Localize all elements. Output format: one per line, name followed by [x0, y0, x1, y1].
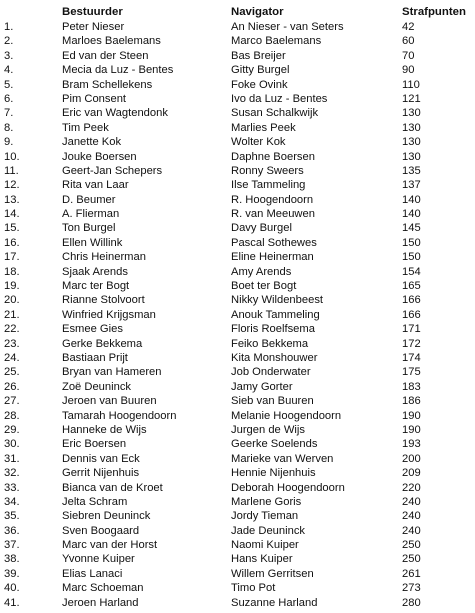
- navigator-cell: Davy Burgel: [231, 222, 292, 235]
- navigator-cell: Pascal Sothewes: [231, 236, 317, 249]
- navigator-cell: Marco Baelemans: [231, 35, 322, 48]
- rank-cell: 22.: [4, 323, 20, 336]
- rank-cell: 36.: [4, 524, 20, 537]
- rank-cell: 17.: [4, 251, 20, 264]
- table-row: [0, 34, 475, 48]
- driver-cell: Chris Heinerman: [62, 251, 146, 264]
- penalty-points-cell: 240: [402, 524, 421, 537]
- navigator-cell: Timo Pot: [231, 582, 276, 595]
- table-body: [0, 20, 475, 610]
- table-row: [0, 380, 475, 394]
- navigator-cell: Foke Ovink: [231, 78, 288, 91]
- rank-cell: 21.: [4, 308, 20, 321]
- driver-cell: Mecia da Luz - Bentes: [62, 64, 174, 77]
- rank-cell: 29.: [4, 423, 20, 436]
- penalty-points-cell: 240: [402, 510, 421, 523]
- navigator-cell: Naomi Kuiper: [231, 539, 299, 552]
- table-row: [0, 466, 475, 480]
- driver-cell: Rita van Laar: [62, 179, 129, 192]
- driver-cell: Yvonne Kuiper: [62, 553, 135, 566]
- rank-cell: 37.: [4, 539, 20, 552]
- navigator-cell: Amy Arends: [231, 265, 292, 278]
- table-row: [0, 365, 475, 379]
- table-row: [0, 308, 475, 322]
- rank-cell: 3.: [4, 49, 14, 62]
- driver-cell: Rianne Stolvoort: [62, 294, 145, 307]
- penalty-points-cell: 220: [402, 481, 421, 494]
- driver-cell: Dennis van Eck: [62, 452, 140, 465]
- penalty-points-cell: 250: [402, 539, 421, 552]
- rank-cell: 27.: [4, 395, 20, 408]
- table-row: [0, 164, 475, 178]
- navigator-cell: R. Hoogendoorn: [231, 193, 314, 206]
- driver-cell: Eric Boersen: [62, 438, 127, 451]
- table-row: [0, 581, 475, 595]
- navigator-cell: Marieke van Werven: [231, 452, 334, 465]
- penalty-points-cell: 200: [402, 452, 421, 465]
- navigator-cell: Ilse Tammeling: [231, 179, 306, 192]
- table-row: [0, 49, 475, 63]
- navigator-cell: Ivo da Luz - Bentes: [231, 92, 328, 105]
- table-header-row: [0, 4, 475, 20]
- table-row: [0, 250, 475, 264]
- navigator-cell: Melanie Hoogendoorn: [231, 409, 342, 422]
- table-row: [0, 178, 475, 192]
- navigator-cell: Gitty Burgel: [231, 64, 290, 77]
- table-row: [0, 20, 475, 34]
- table-row: [0, 552, 475, 566]
- driver-cell: Jeroen van Buuren: [62, 395, 157, 408]
- penalty-points-cell: 190: [402, 423, 421, 436]
- penalty-points-cell: 130: [402, 136, 421, 149]
- rank-cell: 35.: [4, 510, 20, 523]
- navigator-cell: Wolter Kok: [231, 136, 286, 149]
- driver-cell: Sven Boogaard: [62, 524, 140, 537]
- penalty-points-cell: 209: [402, 467, 421, 480]
- results-table: [0, 4, 475, 610]
- table-row: [0, 92, 475, 106]
- rank-cell: 19.: [4, 280, 20, 293]
- navigator-cell: Daphne Boersen: [231, 150, 315, 163]
- table-row: [0, 135, 475, 149]
- navigator-cell: Floris Roelfsema: [231, 323, 315, 336]
- rank-cell: 2.: [4, 35, 14, 48]
- driver-cell: Pim Consent: [62, 92, 127, 105]
- table-row: [0, 63, 475, 77]
- table-row: [0, 524, 475, 538]
- rank-cell: 8.: [4, 121, 14, 134]
- penalty-points-cell: 273: [402, 582, 421, 595]
- navigator-cell: Hans Kuiper: [231, 553, 293, 566]
- penalty-points-cell: 193: [402, 438, 421, 451]
- driver-cell: Geert-Jan Schepers: [62, 164, 163, 177]
- driver-cell: Marc ter Bogt: [62, 280, 130, 293]
- table-row: [0, 221, 475, 235]
- penalty-points-cell: 150: [402, 251, 421, 264]
- navigator-cell: Jamy Gorter: [231, 380, 293, 393]
- driver-cell: Gerrit Nijenhuis: [62, 467, 140, 480]
- penalty-points-cell: 145: [402, 222, 421, 235]
- driver-cell: Marc Schoeman: [62, 582, 144, 595]
- penalty-points-cell: 137: [402, 179, 421, 192]
- rank-cell: 7.: [4, 107, 14, 120]
- penalty-points-cell: 280: [402, 596, 421, 609]
- penalty-points-cell: 110: [402, 78, 420, 91]
- navigator-cell: Jurgen de Wijs: [231, 423, 305, 436]
- navigator-cell: Suzanne Harland: [231, 596, 318, 609]
- penalty-points-cell: 140: [402, 208, 421, 221]
- penalty-points-cell: 240: [402, 495, 421, 508]
- table-row: [0, 121, 475, 135]
- penalty-points-cell: 186: [402, 395, 421, 408]
- penalty-points-cell: 60: [402, 35, 415, 48]
- navigator-cell: Jordy Tieman: [231, 510, 299, 523]
- table-row: [0, 394, 475, 408]
- driver-cell: Siebren Deuninck: [62, 510, 151, 523]
- rank-cell: 31.: [4, 452, 20, 465]
- navigator-cell: Marlene Goris: [231, 495, 302, 508]
- driver-cell: Jouke Boersen: [62, 150, 137, 163]
- driver-cell: Winfried Krijgsman: [62, 308, 156, 321]
- penalty-points-cell: 90: [402, 64, 415, 77]
- driver-cell: Marc van der Horst: [62, 539, 158, 552]
- penalty-points-cell: 70: [402, 49, 415, 62]
- driver-cell: Marloes Baelemans: [62, 35, 161, 48]
- table-row: [0, 409, 475, 423]
- table-row: [0, 265, 475, 279]
- penalty-points-cell: 130: [402, 121, 421, 134]
- navigator-cell: Nikky Wildenbeest: [231, 294, 324, 307]
- penalty-points-cell: 121: [402, 92, 421, 105]
- rank-cell: 10.: [4, 150, 20, 163]
- rank-cell: 39.: [4, 567, 20, 580]
- rank-cell: 5.: [4, 78, 14, 91]
- table-row: [0, 423, 475, 437]
- driver-cell: Sjaak Arends: [62, 265, 128, 278]
- rank-cell: 6.: [4, 92, 14, 105]
- penalty-points-cell: 171: [402, 323, 421, 336]
- navigator-cell: Boet ter Bogt: [231, 280, 297, 293]
- rank-cell: 11.: [4, 164, 19, 177]
- table-row: [0, 452, 475, 466]
- rank-cell: 4.: [4, 64, 14, 77]
- navigator-cell: Deborah Hoogendoorn: [231, 481, 345, 494]
- rank-cell: 23.: [4, 337, 20, 350]
- penalty-points-cell: 174: [402, 351, 421, 364]
- driver-cell: A. Flierman: [62, 208, 120, 221]
- rank-cell: 24.: [4, 351, 20, 364]
- rank-cell: 38.: [4, 553, 20, 566]
- table-row: [0, 509, 475, 523]
- navigator-cell: An Nieser - van Seters: [231, 21, 344, 33]
- navigator-cell: Geerke Soelends: [231, 438, 318, 451]
- penalty-points-cell: 140: [402, 193, 421, 206]
- rank-cell: 34.: [4, 495, 20, 508]
- rank-cell: 32.: [4, 467, 20, 480]
- header-navigator: Navigator: [231, 6, 284, 18]
- penalty-points-cell: 130: [402, 107, 421, 120]
- driver-cell: Bianca van de Kroet: [62, 481, 163, 494]
- driver-cell: Hanneke de Wijs: [62, 423, 147, 436]
- navigator-cell: R. van Meeuwen: [231, 208, 315, 221]
- driver-cell: Bram Schellekens: [62, 78, 153, 91]
- navigator-cell: Ronny Sweers: [231, 164, 304, 177]
- table-row: [0, 150, 475, 164]
- table-row: [0, 279, 475, 293]
- rank-cell: 14.: [4, 208, 20, 221]
- penalty-points-cell: 165: [402, 280, 421, 293]
- penalty-points-cell: 42: [402, 21, 415, 33]
- driver-cell: Ellen Willink: [62, 236, 123, 249]
- driver-cell: Zoë Deuninck: [62, 380, 132, 393]
- table-row: [0, 207, 475, 221]
- rank-cell: 16.: [4, 236, 20, 249]
- navigator-cell: Bas Breijer: [231, 49, 286, 62]
- rank-cell: 26.: [4, 380, 20, 393]
- driver-cell: Gerke Bekkema: [62, 337, 143, 350]
- driver-cell: Bryan van Hameren: [62, 366, 162, 379]
- rank-cell: 28.: [4, 409, 20, 422]
- rank-cell: 41.: [4, 596, 20, 609]
- table-row: [0, 538, 475, 552]
- navigator-cell: Jade Deuninck: [231, 524, 306, 537]
- rank-cell: 9.: [4, 136, 14, 149]
- navigator-cell: Willem Gerritsen: [231, 567, 314, 580]
- penalty-points-cell: 135: [402, 164, 421, 177]
- navigator-cell: Marlies Peek: [231, 121, 296, 134]
- driver-cell: Jeroen Harland: [62, 596, 139, 609]
- rank-cell: 12.: [4, 179, 20, 192]
- driver-cell: Jelta Schram: [62, 495, 128, 508]
- rank-cell: 18.: [4, 265, 20, 278]
- table-row: [0, 193, 475, 207]
- driver-cell: Janette Kok: [62, 136, 122, 149]
- penalty-points-cell: 166: [402, 294, 421, 307]
- driver-cell: Peter Nieser: [62, 21, 125, 33]
- table-row: [0, 322, 475, 336]
- rank-cell: 33.: [4, 481, 20, 494]
- navigator-cell: Kita Monshouwer: [231, 351, 318, 364]
- header-driver: Bestuurder: [62, 6, 123, 18]
- driver-cell: D. Beumer: [62, 193, 116, 206]
- driver-cell: Esmee Gies: [62, 323, 123, 336]
- penalty-points-cell: 190: [402, 409, 421, 422]
- table-row: [0, 481, 475, 495]
- header-penalty-points: Strafpunten: [402, 6, 466, 18]
- driver-cell: Ed van der Steen: [62, 49, 149, 62]
- navigator-cell: Job Onderwater: [231, 366, 311, 379]
- table-row: [0, 337, 475, 351]
- table-row: [0, 78, 475, 92]
- navigator-cell: Anouk Tammeling: [231, 308, 320, 321]
- penalty-points-cell: 261: [402, 567, 421, 580]
- table-row: [0, 351, 475, 365]
- table-row: [0, 293, 475, 307]
- rank-cell: 25.: [4, 366, 20, 379]
- navigator-cell: Hennie Nijenhuis: [231, 467, 316, 480]
- navigator-cell: Sieb van Buuren: [231, 395, 314, 408]
- penalty-points-cell: 183: [402, 380, 421, 393]
- penalty-points-cell: 150: [402, 236, 421, 249]
- rank-cell: 40.: [4, 582, 20, 595]
- driver-cell: Tim Peek: [62, 121, 109, 134]
- rank-cell: 1.: [4, 21, 14, 33]
- table-row: [0, 437, 475, 451]
- driver-cell: Ton Burgel: [62, 222, 116, 235]
- driver-cell: Eric van Wagtendonk: [62, 107, 168, 120]
- table-row: [0, 596, 475, 610]
- table-row: [0, 495, 475, 509]
- rank-cell: 15.: [4, 222, 20, 235]
- rank-cell: 30.: [4, 438, 20, 451]
- penalty-points-cell: 175: [402, 366, 421, 379]
- penalty-points-cell: 166: [402, 308, 421, 321]
- driver-cell: Bastiaan Prijt: [62, 351, 128, 364]
- navigator-cell: Feiko Bekkema: [231, 337, 309, 350]
- navigator-cell: Eline Heinerman: [231, 251, 314, 264]
- navigator-cell: Susan Schalkwijk: [231, 107, 319, 120]
- penalty-points-cell: 250: [402, 553, 421, 566]
- rank-cell: 20.: [4, 294, 20, 307]
- penalty-points-cell: 154: [402, 265, 421, 278]
- driver-cell: Tamarah Hoogendoorn: [62, 409, 177, 422]
- table-row: [0, 567, 475, 581]
- rank-cell: 13.: [4, 193, 20, 206]
- table-row: [0, 106, 475, 120]
- penalty-points-cell: 172: [402, 337, 421, 350]
- table-row: [0, 236, 475, 250]
- driver-cell: Elias Lanaci: [62, 567, 123, 580]
- penalty-points-cell: 130: [402, 150, 421, 163]
